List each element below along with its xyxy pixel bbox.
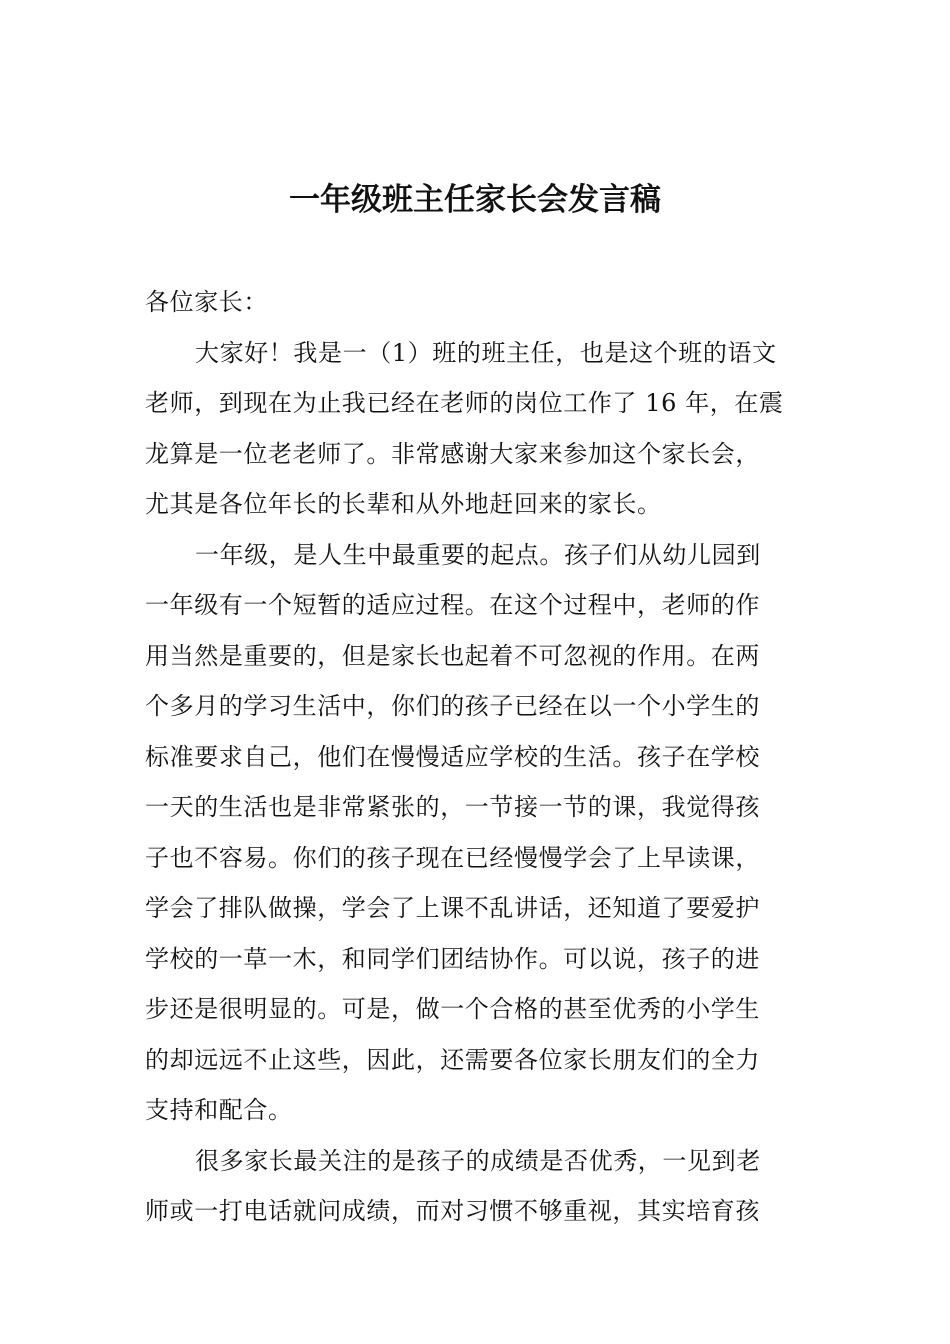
body-line: 一年级有一个短暂的适应过程。在这个过程中，老师的作 bbox=[145, 591, 760, 619]
body-line: 个多月的学习生活中，你们的孩子已经在以一个小学生的 bbox=[145, 692, 760, 720]
body-line: 一天的生活也是非常紧张的，一节接一节的课，我觉得孩 bbox=[145, 793, 760, 821]
body-line: 师或一打电话就问成绩，而对习惯不够重视，其实培育孩 bbox=[145, 1197, 760, 1225]
body-line: 用当然是重要的，但是家长也起着不可忽视的作用。在两 bbox=[145, 641, 760, 670]
body-line: 支持和配合。 bbox=[145, 1096, 293, 1124]
body-line: 大家好！我是一（1）班的班主任，也是这个班的语文 bbox=[195, 338, 777, 367]
body-line: 一年级，是人生中最重要的起点。孩子们从幼儿园到 bbox=[195, 540, 761, 569]
body-line: 步还是很明显的。可是，做一个合格的甚至优秀的小学生 bbox=[145, 995, 760, 1023]
body-line: 很多家长最关注的是孩子的成绩是否优秀，一见到老 bbox=[195, 1146, 761, 1175]
body-line: 子也不容易。你们的孩子现在已经慢慢学会了上早读课， bbox=[145, 843, 760, 872]
body-line: 学会了排队做操，学会了上课不乱讲话，还知道了要爱护 bbox=[145, 894, 760, 922]
body-line: 各位家长： bbox=[145, 288, 268, 316]
body-line: 学校的一草一木，和同学们团结协作。可以说，孩子的进 bbox=[145, 944, 760, 973]
body-line: 尤其是各位年长的长辈和从外地赶回来的家长。 bbox=[145, 490, 662, 518]
body-line: 老师，到现在为止我已经在老师的岗位工作了 16 年，在震 bbox=[145, 389, 784, 417]
document-body bbox=[145, 277, 810, 1237]
body-line: 标准要求自己，他们在慢慢适应学校的生活。孩子在学校 bbox=[145, 742, 760, 771]
document-title: 一年级班主任家长会发言稿 bbox=[289, 182, 661, 218]
body-line: 龙算是一位老老师了。非常感谢大家来参加这个家长会， bbox=[145, 439, 760, 468]
body-line: 的却远远不止这些，因此，还需要各位家长朋友们的全力 bbox=[145, 1045, 760, 1074]
